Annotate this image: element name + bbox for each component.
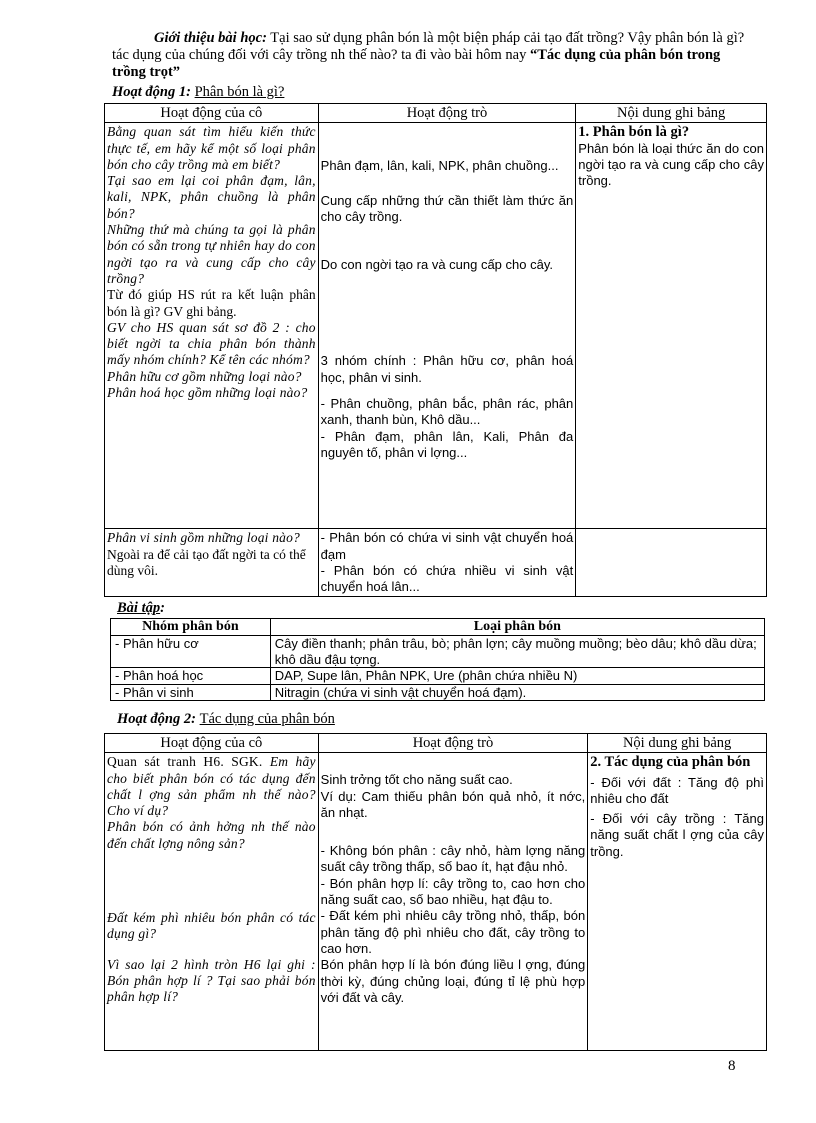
exercise-table (110, 618, 765, 701)
col-board: Nội dung ghi bảng (588, 734, 767, 753)
board-cell (588, 753, 767, 1051)
col-board: Nội dung ghi bảng (576, 104, 767, 123)
board-item-1: - Đối với đất : Tăng độ phì nhiêu cho đất (590, 774, 764, 806)
col-teacher: Hoạt động của cô (105, 104, 319, 123)
board-text: Phân bón là loại thức ăn do con ngời tạo ra và cung cấp cho cây trồng. (578, 140, 764, 189)
col-teacher: Hoạt động của cô (105, 734, 319, 753)
col-student: Hoạt động trò (318, 734, 588, 753)
teacher-q7: Phân hoá học gồm những loại nào? (107, 385, 308, 401)
board-heading: 1. Phân bón là gì? (578, 124, 690, 141)
student-a7: - Phân bón có chứa vi sinh vật chuyển hoá đạm (320, 530, 574, 562)
intro-title: “Tác dụng của phân bón trong trồng trọt” (112, 47, 721, 80)
teacher-q6: Phân hữu cơ gồm những loại nào? (107, 368, 302, 384)
ex-col-group: Nhóm phân bón (111, 619, 271, 636)
student-a5: - Phân chuồng, phân bắc, phân rác, phân xanh, thanh bùn, Khô dầu... (320, 396, 574, 428)
student-a4: - Bón phân hợp lí: cây trồng to, cao hơn cho năng suất cao, số bao nhiều, hạt đậu to. (320, 875, 586, 908)
student-cell (318, 753, 588, 1051)
activity2-heading: Hoạt động 2: Tác dụng của phân bón (117, 711, 335, 727)
board-heading: 2. Tác dụng của phân bón (590, 754, 751, 771)
activity1-heading: Hoạt động 1: Phân bón là gì? (112, 84, 285, 100)
teacher-q2: Tại sao em lại coi phân đạm, lân, kali, NPK, phân chuồng là phân bón? (107, 173, 316, 221)
intro-text: Tại sao sử dụng phân bón là một biện pháp cải tạo đất trồng? Vậy phân bón là gì? tác dụng của chúng đối với cây trồng nh thế nào? ta đi vào bài hôm nay (112, 30, 745, 63)
teacher-q3: Đất kém phì nhiêu bón phân có tác dụng gì? (107, 910, 316, 942)
ex-col-type: Loại phân bón (270, 619, 764, 636)
board-cell-2 (576, 529, 767, 597)
page-number: 8 (728, 1058, 736, 1074)
student-a3: - Không bón phân : cây nhỏ, hàm lợng năng suất cây trồng thấp, số bao ít, hạt đậu nhỏ. (320, 843, 586, 875)
teacher-q4: Từ đó giúp HS rút ra kết luận phân bón là gì? GV ghi bảng. (107, 287, 316, 319)
student-a6: Bón phân hợp lí là bón đúng liều l ợng, đúng thời kỳ, đúng chủng loại, đúng tỉ lệ phù hợp với đất và cây. (320, 957, 586, 1005)
teacher-q2: Phân bón có ảnh hởng nh thế nào đến chất lợng nông sản? (107, 819, 316, 851)
student-a6: - Phân đạm, phân lân, Kali, Phân đa nguyên tố, phân vi lợng... (320, 428, 574, 460)
teacher-q5: GV cho HS quan sát sơ đồ 2 : cho biết ngời ta chia phân bón thành mấy nhóm chính? Kể tên các nhóm? (107, 319, 316, 368)
teacher-cell-2 (105, 529, 319, 597)
teacher-q8: Phân vi sinh gồm những loại nào? (107, 530, 301, 546)
student-a2: Ví dụ: Cam thiếu phân bón quả nhỏ, ít nớc, ăn nhạt. (320, 788, 586, 820)
col-student: Hoạt động trò (318, 104, 576, 123)
student-a1: Sinh trởng tốt cho năng suất cao. (320, 772, 513, 788)
exercise-heading: Bài tập: (117, 600, 165, 616)
teacher-cell: Quan sát tranh H6. SGK. Em hãy cho biết phân bón có tác dụng đến chất l ợng sản phẩm nh thế nào? Cho ví dụ? Phân bón có ảnh hởng nh thế nào đến chất lợng nông sản? Đất kém phì nhiêu bón phân có tác dụng gì? Vì sao lại 2 hình tròn H6 lại ghi : Bón phân hợp lí ? Tại sao phải bón phân hợp lí? (105, 753, 319, 1051)
student-a2: Cung cấp những thứ cần thiết làm thức ăn cho cây trồng. (320, 192, 574, 224)
teacher-cell (105, 123, 319, 529)
student-cell (318, 123, 576, 529)
student-a4: 3 nhóm chính : Phân hữu cơ, phân hoá học, phân vi sinh. (320, 353, 574, 385)
board-item-2: - Đối với cây trồng : Tăng năng suất chất l ợng của cây trồng. (590, 811, 764, 859)
teacher-q4: Vì sao lại 2 hình tròn H6 lại ghi : Bón phân hợp lí ? Tại sao phải bón phân hợp lí? (107, 956, 316, 1005)
teacher-q1: Em hãy cho biết phân bón có tác dụng đến chất l ợng sản phẩm nh thế nào? Cho ví dụ? (107, 754, 316, 819)
student-a8: - Phân bón có chứa nhiều vi sinh vật chuyển hoá lân... (320, 562, 574, 595)
activity1-title: Phân bón là gì? (194, 84, 285, 100)
activity2-title: Tác dụng của phân bón (199, 711, 335, 727)
activity1-table (104, 103, 767, 597)
teacher-note: Ngoài ra để cải tạo đất ngời ta có thể dùng vôi. (107, 546, 306, 578)
table-row: - Phân vi sinh Nitragin (chứa vi sinh vật chuyển hoá đạm). (111, 684, 765, 701)
student-a3: Do con ngời tạo ra và cung cấp cho cây. (320, 257, 553, 273)
student-cell-2 (318, 529, 576, 597)
board-cell (576, 123, 767, 529)
lesson-intro (112, 30, 752, 81)
table-row: - Phân hoá học DAP, Supe lân, Phân NPK, Ure (phân chứa nhiều N) (111, 668, 765, 685)
student-a5: - Đất kém phì nhiêu cây trồng nhỏ, thấp, bón phân tăng độ phì nhiêu cho đất, cây trồng to cao hơn. (320, 908, 586, 956)
teacher-q1: Bằng quan sát tìm hiểu kiến thức thực tế, em hãy kể một số loại phân bón cho cây trồng mà em biết? (107, 124, 316, 172)
teacher-q3: Những thứ mà chúng ta gọi là phân bón có sẵn trong tự nhiên hay do con ngời tạo ra và cung cấp cho cây trồng? (107, 222, 316, 286)
student-a1: Phân đạm, lân, kali, NPK, phân chuồng... (320, 158, 559, 174)
intro-label: Giới thiệu bài học: (154, 30, 267, 46)
activity2-table (104, 733, 767, 1051)
table-row: - Phân hữu cơ Cây điền thanh; phân trâu, bò; phân lợn; cây muồng muồng; bèo dâu; khô dầu dừa; khô dầu đậu tợng. (111, 636, 765, 668)
